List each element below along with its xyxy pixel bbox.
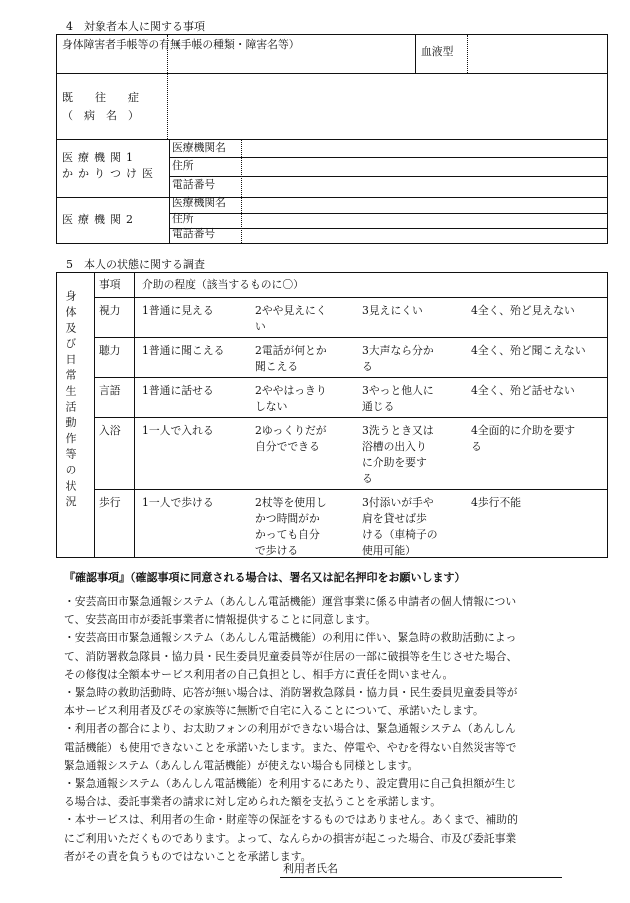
med1-label: 医療機関1 [62, 151, 138, 164]
confirm-line: にご利用いただくものであります。よって、なんらかの損害が起こった場合、市及び委託事業 [64, 831, 517, 845]
status-cell-c4a: 4全面的に介助を要す [471, 424, 576, 437]
status-cell-c1: 1普通に聞こえる [142, 344, 225, 357]
med2-address-label: 住所 [172, 212, 194, 225]
status-cell-c3c: に介助を要す [362, 456, 427, 469]
confirm-line: 緊急通報システム（あんしん電話機能）が使えない場合も同様とします。 [64, 758, 419, 772]
section5-title: 5 本人の状態に関する調査 [66, 258, 205, 271]
status-cell-c4a: 4歩行不能 [471, 496, 522, 509]
confirm-line: ・緊急通報システム（あんしん電話機能）を利用するにあたり、設定費用に自己負担額が生じ [64, 777, 517, 791]
status-cell-c3a: 3見えにくい [362, 304, 423, 317]
status-cell-c2a: 2ややはっきり [255, 384, 327, 397]
status-cell-item: 入浴 [99, 424, 121, 437]
status-cell-c2a: 2やや見えにく [255, 304, 327, 317]
status-cell-item: 言語 [99, 384, 121, 397]
status-cell-c2a: 2杖等を使用し [255, 496, 327, 509]
status-cell-c2b: かつ時間がか [255, 512, 320, 525]
med2-name-label: 医療機関名 [172, 196, 226, 209]
status-cell-c1: 1普通に見える [142, 304, 214, 317]
status-cell-c4a: 4全く、殆ど話せない [471, 384, 575, 397]
status-cell-c3a: 3洗うとき又は [362, 424, 434, 437]
confirm-line: 者がその責を負うものではないことを承諾します。 [64, 849, 312, 863]
confirm-line: て、安芸高田市が委託事業者に情報提供することに同意します。 [64, 613, 377, 627]
status-cell-c3b: 肩を貸せば歩 [362, 512, 427, 525]
header-item: 事項 [99, 278, 121, 291]
confirm-line: その修復は全額本サービス利用者の自己負担とし、相手方に責任を問いません。 [64, 667, 454, 681]
handbook-label: 身体障害者手帳等の有無 [62, 38, 181, 51]
confirm-line: ・安芸高田市緊急通報システム（あんしん電話機能）の利用に伴い、緊急時の救助活動によっ [64, 631, 517, 645]
med1-name-label: 医療機関名 [172, 141, 226, 154]
confirm-body [64, 593, 604, 866]
confirm-line: ・本サービスは、利用者の生命・財産等の保証をするものではありません。あくまで、補助的 [64, 813, 518, 827]
status-cell-c3b: る [362, 360, 373, 373]
status-cell-c3d: 使用可能） [362, 544, 416, 557]
status-cell-c3b: 浴槽の出入り [362, 440, 427, 453]
status-cell-c4a: 4全く、殆ど見えない [471, 304, 575, 317]
signature-label: 利用者氏名 [283, 862, 338, 875]
status-cell-c2d: で歩ける [255, 544, 299, 557]
status-cell-c2b: い [255, 320, 266, 333]
history-sublabel: （ 病 名 ） [62, 109, 139, 122]
status-cell-c4a: 4全く、殆ど聞こえない [471, 344, 586, 357]
status-cell-c3d: る [362, 472, 373, 485]
status-cell-c1: 1一人で歩ける [142, 496, 214, 509]
confirm-line: 電話機能）も使用できないことを承諾いたします。また、停電や、やむを得ない自然災害等で [64, 740, 517, 754]
status-cell-c3c: ける（車椅子の [362, 528, 438, 541]
handbook-hint: （手帳の種類・障害名等） [170, 38, 300, 51]
confirm-line: る場合は、委託事業者の請求に対し定められた額を支払うことを承諾します。 [64, 795, 442, 809]
confirm-line: ・緊急時の救助活動時、応答が無い場合は、消防署救急隊員・協力員・民生委員児童委員等が [64, 686, 518, 700]
med1-phone-label: 電話番号 [172, 178, 216, 191]
status-cell-item: 視力 [99, 304, 121, 317]
status-cell-item: 聴力 [99, 344, 121, 357]
header-level: 介助の程度（該当するものに〇） [142, 278, 304, 291]
status-cell-c4b: る [471, 440, 482, 453]
status-cell-c3b: 通じる [362, 400, 395, 413]
blood-type-label: 血液型 [421, 45, 454, 58]
status-cell-item: 歩行 [99, 496, 121, 509]
status-cell-c3a: 3付添いが手や [362, 496, 434, 509]
med1-address-label: 住所 [172, 159, 194, 172]
confirm-line: 本サービス利用者及びその家族等に無断で自宅に入ることについて、承諾いたします。 [64, 704, 484, 718]
section4-table [56, 34, 608, 244]
confirm-line: て、消防署救急隊員・協力員・民生委員児童委員等が住居の一部に破損等を生じさせた場合、 [64, 649, 518, 663]
status-cell-c2b: 自分でできる [255, 440, 320, 453]
status-cell-c2b: 聞こえる [255, 360, 299, 373]
section4-title: 4 対象者本人に関する事項 [66, 20, 205, 33]
status-cell-c1: 1普通に話せる [142, 384, 214, 397]
med2-phone-label: 電話番号 [172, 227, 216, 240]
status-cell-c2a: 2ゆっくりだが [255, 424, 327, 437]
status-cell-c3a: 3大声なら分か [362, 344, 434, 357]
status-cell-c2c: かっても自分 [255, 528, 320, 541]
status-cell-c2a: 2電話が何とか [255, 344, 327, 357]
confirm-line: ・利用者の都合により、お太助フォンの利用ができない場合は、緊急通報システム（あんしん [64, 722, 516, 736]
status-cell-c3a: 3やっと他人に [362, 384, 434, 397]
confirm-line: ・安芸高田市緊急通報システム（あんしん電話機能）運営事業に係る申請者の個人情報につい [64, 595, 517, 608]
signature-line[interactable] [280, 877, 562, 878]
med1-sublabel: かかりつけ医 [62, 167, 158, 180]
status-cell-c2b: しない [255, 400, 288, 413]
confirm-heading: 『確認事項』（確認事項に同意される場合は、署名又は記名押印をお願いします） [64, 571, 466, 584]
section5-vertical-label: 身体及び日常生活動作等の状況 [64, 290, 77, 512]
history-label: 既 往 症 [62, 91, 139, 104]
med2-label: 医療機関2 [62, 213, 138, 226]
status-cell-c1: 1一人で入れる [142, 424, 214, 437]
